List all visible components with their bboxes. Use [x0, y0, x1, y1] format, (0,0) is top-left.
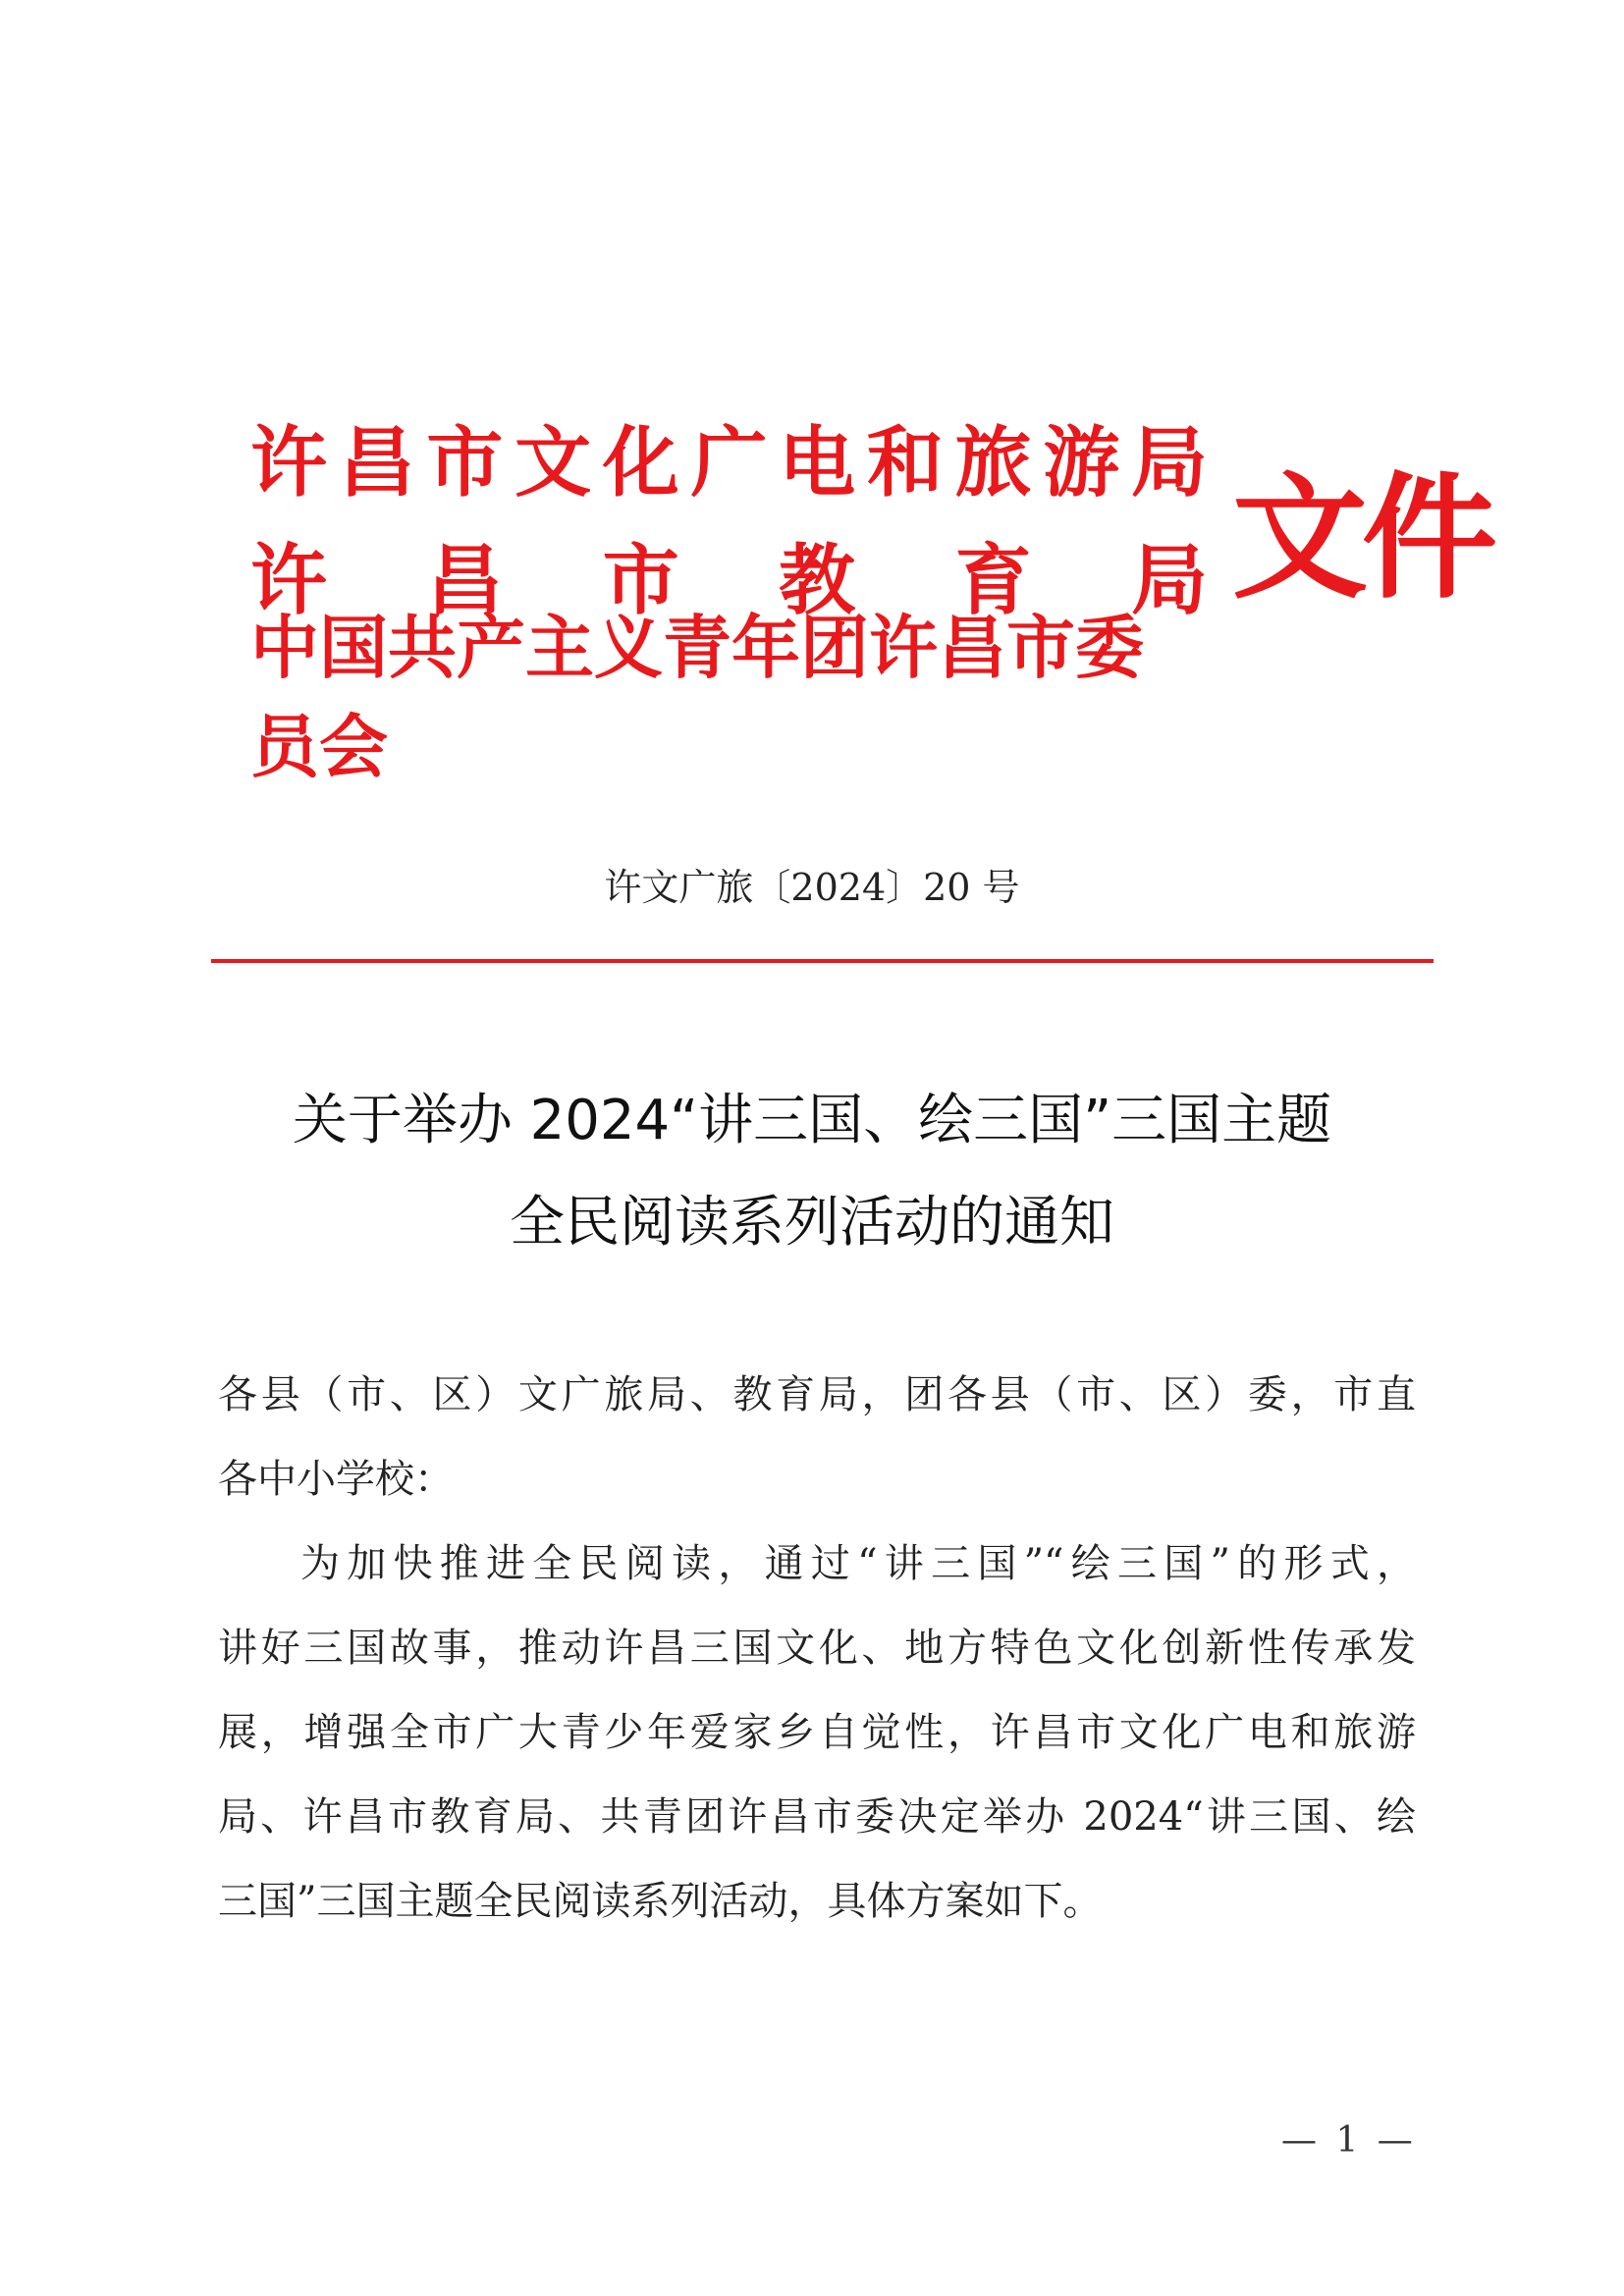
body-line: 为加快推进全民阅读，通过“讲三国”“绘三国”的形式， [300, 1541, 1416, 1586]
page-number: — 1 — [1281, 2120, 1417, 2161]
document-number: 许文广旅〔2024〕20 号 [604, 866, 1020, 909]
issuer-char: 旅 [954, 419, 1032, 507]
issuer-char: 许 [250, 537, 328, 625]
issuer-char: 育 [954, 537, 1032, 625]
title-line-1: 关于举办 2024“讲三国、绘三国”三国主题 [292, 1089, 1332, 1152]
body-line: 局、许昌市教育局、共青团许昌市委决定举办 2024“讲三国、绘 [218, 1794, 1416, 1840]
issuer-char: 文 [514, 419, 592, 507]
issuer-char: 广 [690, 419, 768, 507]
document-body [218, 1353, 1416, 1944]
issuer-youth-league-committee [250, 608, 1208, 787]
issuer-char: 市 [426, 419, 504, 507]
document-title [157, 1070, 1467, 1274]
issuer-char: 市 [602, 537, 679, 625]
intro-paragraph [218, 1522, 1416, 1944]
document-word: 文件 [1232, 459, 1492, 617]
issuer-char: 许 [250, 419, 328, 507]
red-divider-line [211, 959, 1434, 963]
issuer-culture-tourism-bureau [250, 398, 1208, 515]
issuer-char: 昌 [426, 537, 504, 625]
body-line: 三国”三国主题全民阅读系列活动，具体方案如下。 [218, 1879, 1103, 1924]
issuer-name: 中国共产主义青年团许昌市委员会 [250, 608, 1144, 787]
issuer-char: 昌 [338, 419, 415, 507]
issuer-char: 电 [779, 419, 856, 507]
body-line: 各中小学校： [218, 1457, 454, 1502]
body-line: 讲好三国故事，推动许昌三国文化、地方特色文化创新性传承发 [218, 1626, 1416, 1671]
issuer-char: 化 [602, 419, 679, 507]
body-line: 展，增强全市广大青少年爱家乡自觉性，许昌市文化广电和旅游 [218, 1710, 1416, 1755]
issuer-char: 和 [866, 419, 944, 507]
issuer-char: 游 [1043, 419, 1120, 507]
salutation [218, 1353, 1416, 1522]
title-line-2: 全民阅读系列活动的通知 [510, 1191, 1114, 1255]
issuer-char: 教 [779, 537, 856, 625]
issuer-char: 局 [1130, 419, 1208, 507]
issuing-authorities [250, 398, 1208, 787]
body-line: 各县（市、区）文广旅局、教育局，团各县（市、区）委，市直 [218, 1372, 1416, 1417]
issuer-char: 局 [1130, 537, 1208, 625]
